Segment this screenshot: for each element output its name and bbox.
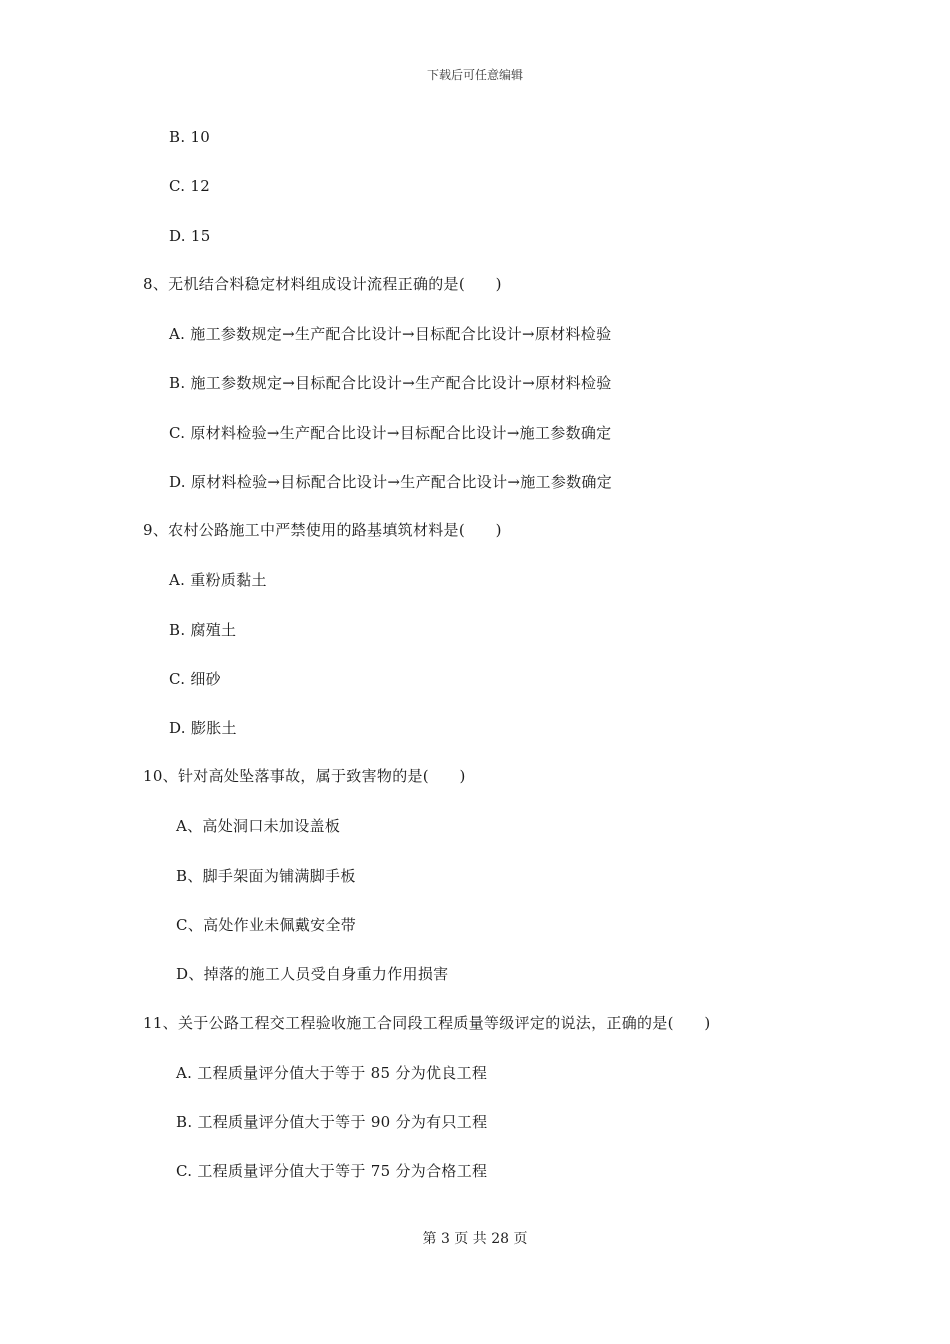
page-header: 下载后可任意编辑 (426, 68, 523, 82)
option-line: C、高处作业未佩戴安全带 (176, 916, 357, 934)
option-line: D. 原材料检验→目标配合比设计→生产配合比设计→施工参数确定 (169, 473, 613, 491)
option-line: B. 10 (169, 128, 211, 146)
option-line: C. 细砂 (169, 670, 221, 688)
option-line: C. 原材料检验→生产配合比设计→目标配合比设计→施工参数确定 (169, 424, 612, 442)
question-11: 11、关于公路工程交工程验收施工合同段工程质量等级评定的说法，正确的是( ) (143, 1014, 711, 1032)
option-line: B. 施工参数规定→目标配合比设计→生产配合比设计→原材料检验 (169, 374, 612, 392)
page-footer: 第 3 页 共 28 页 (422, 1231, 528, 1247)
option-line: B、脚手架面为铺满脚手板 (176, 867, 356, 885)
question-8: 8、无机结合料稳定材料组成设计流程正确的是( ) (143, 275, 502, 293)
question-10: 10、针对高处坠落事故，属于致害物的是( ) (143, 767, 466, 785)
option-line: D、掉落的施工人员受自身重力作用损害 (176, 965, 449, 983)
option-line: C. 12 (169, 177, 211, 195)
option-line: B. 腐殖土 (169, 621, 237, 639)
option-line: C. 工程质量评分值大于等于 75 分为合格工程 (176, 1162, 488, 1180)
option-line: D. 膨胀土 (169, 719, 237, 737)
option-line: D. 15 (169, 227, 211, 245)
option-line: A、高处洞口未加设盖板 (176, 817, 341, 835)
option-line: A. 重粉质黏土 (169, 571, 267, 589)
option-line: A. 施工参数规定→生产配合比设计→目标配合比设计→原材料检验 (169, 325, 612, 343)
option-line: A. 工程质量评分值大于等于 85 分为优良工程 (176, 1064, 488, 1082)
question-9: 9、农村公路施工中严禁使用的路基填筑材料是( ) (143, 521, 502, 539)
option-line: B. 工程质量评分值大于等于 90 分为有只工程 (176, 1113, 488, 1131)
